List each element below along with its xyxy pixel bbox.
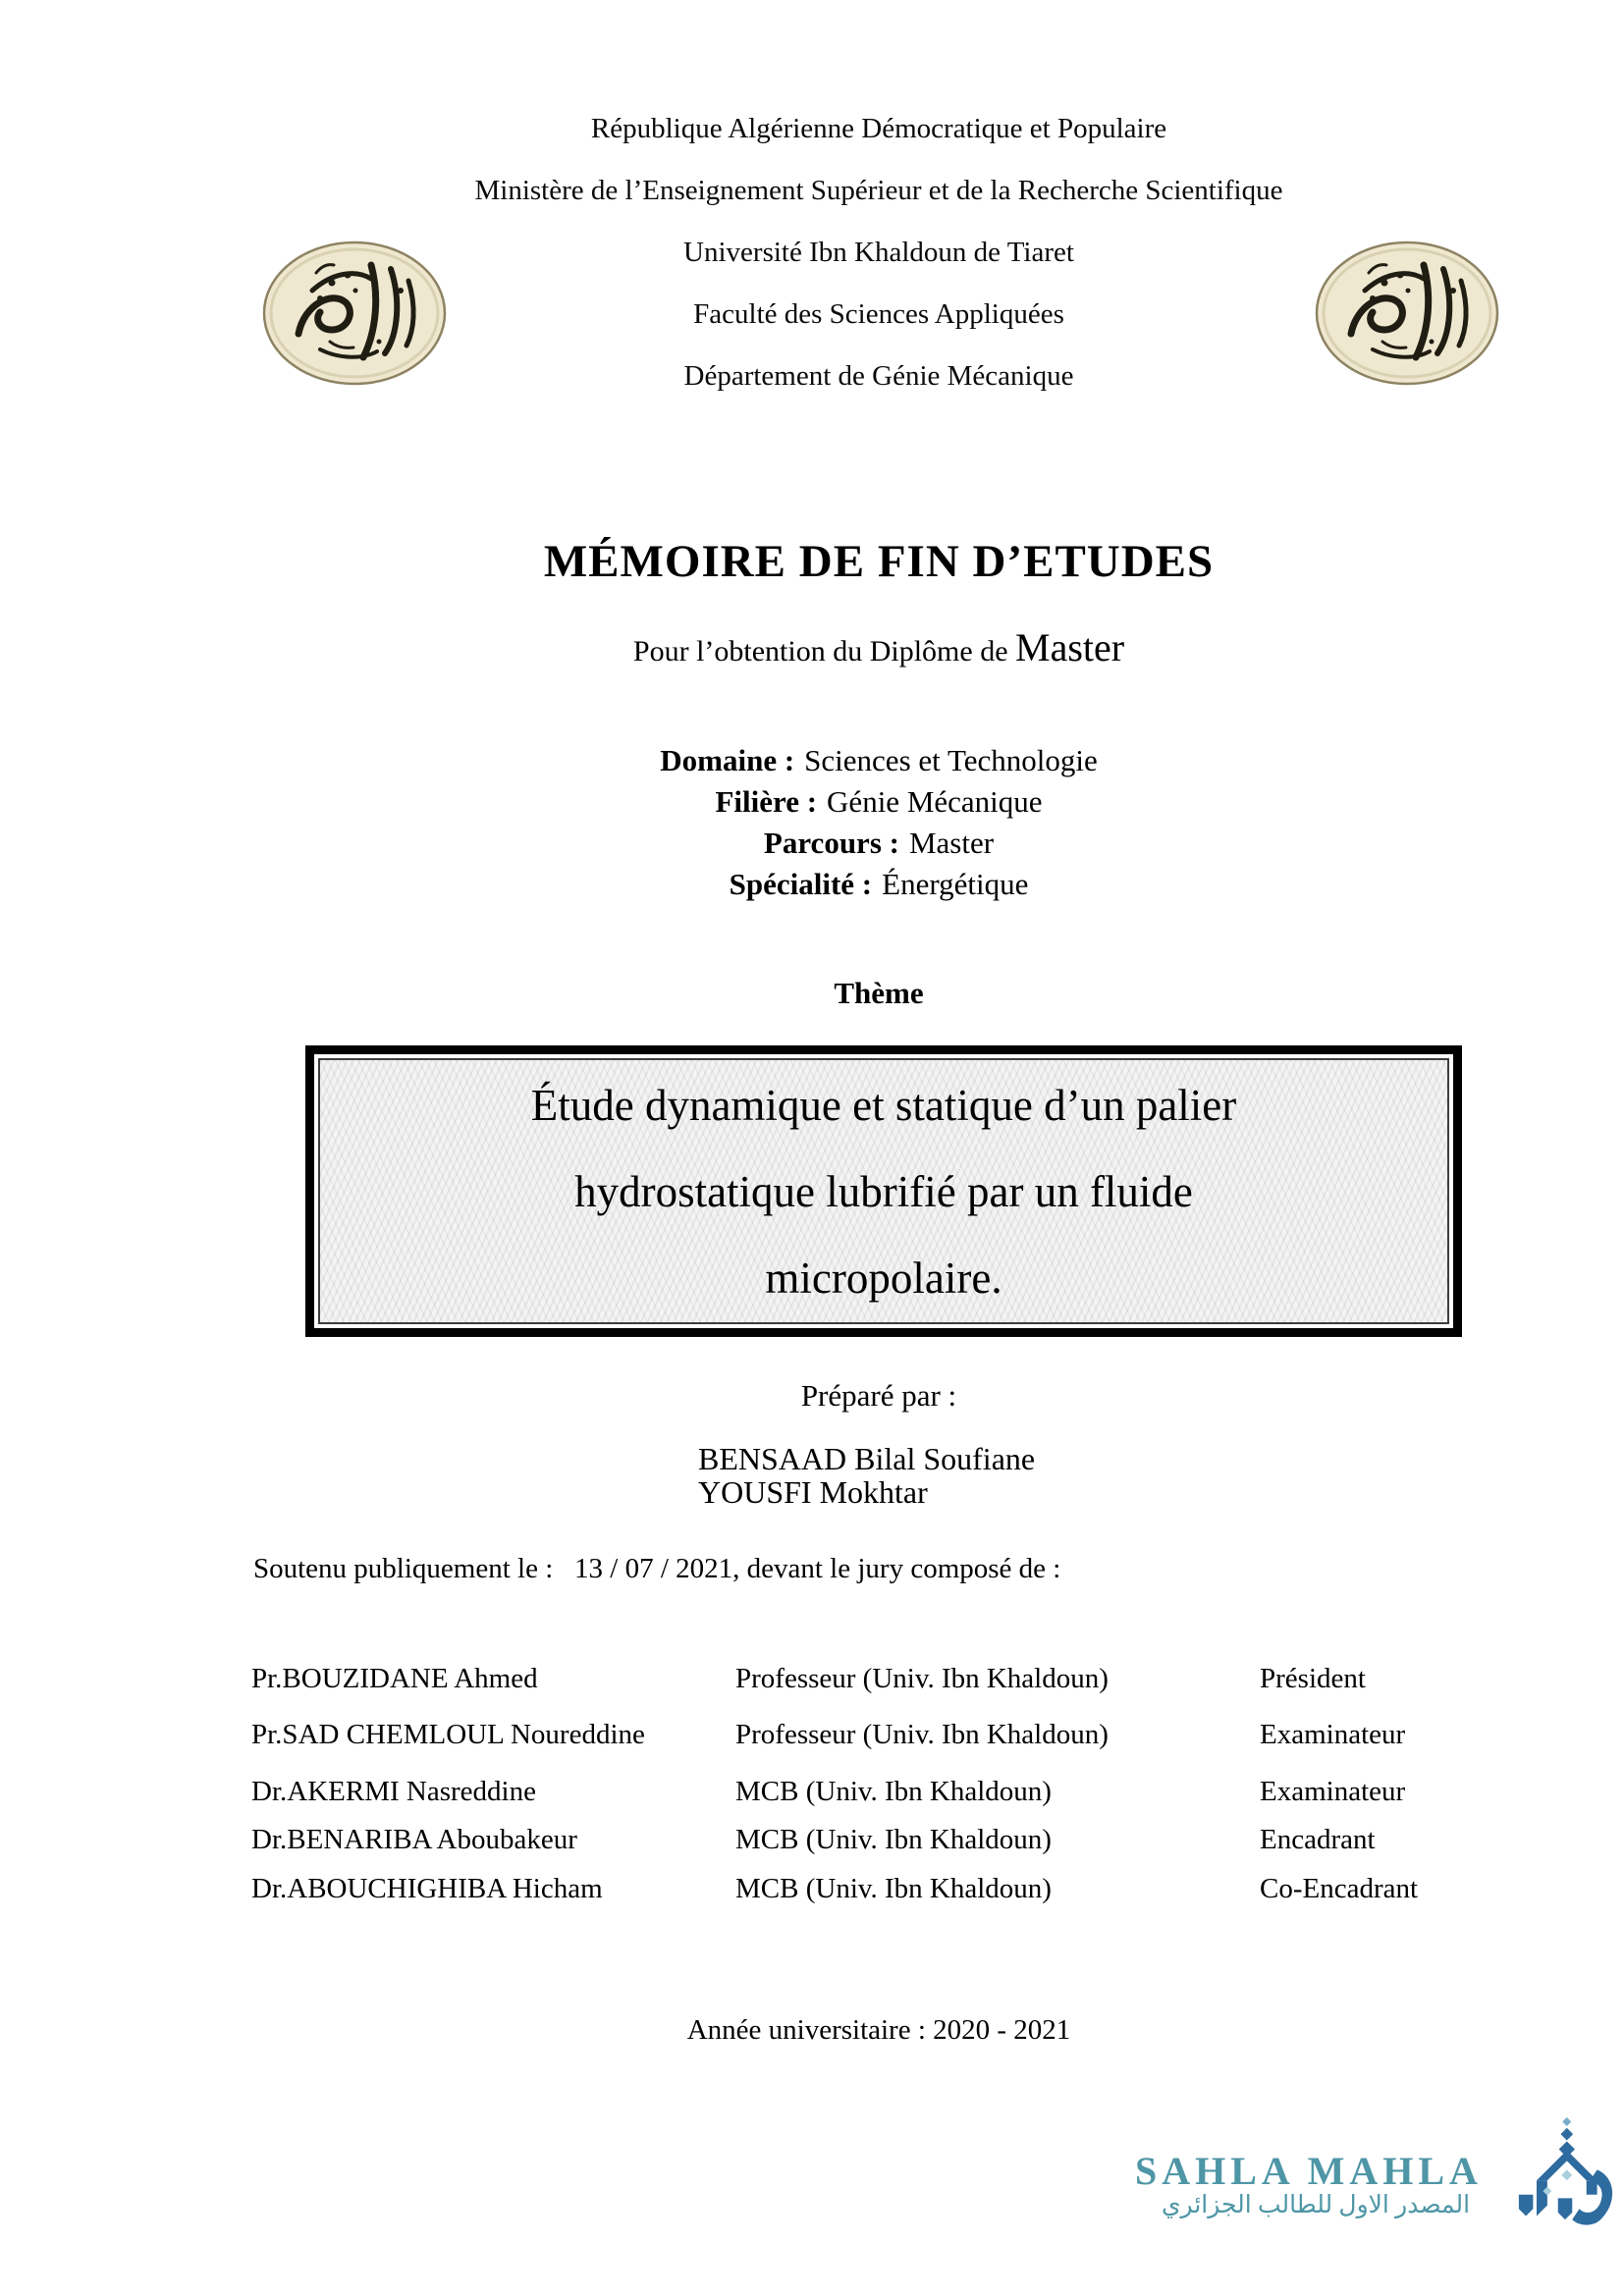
program-label: Domaine : bbox=[660, 743, 795, 777]
program-value: Énergétique bbox=[882, 867, 1029, 901]
faculty-line: Faculté des Sciences Appliquées bbox=[693, 298, 1064, 330]
jury-member-affiliation: MCB (Univ. Ibn Khaldoun) bbox=[735, 1776, 1052, 1807]
defense-info: Soutenu publiquement le : 13 / 07 / 2021, devant le jury composé de : bbox=[253, 1553, 1061, 1584]
program-label: Spécialité : bbox=[729, 867, 873, 901]
jury-member-name: Pr.SAD CHEMLOUL Noureddine bbox=[251, 1719, 645, 1750]
jury-member-name: Dr.AKERMI Nasreddine bbox=[251, 1776, 536, 1807]
sahla-mahla-logo-icon bbox=[1510, 2116, 1620, 2230]
academic-year: Année universitaire : 2020 - 2021 bbox=[686, 2014, 1071, 2046]
program-line-specialite bbox=[134, 864, 1624, 905]
author-name: BENSAAD Bilal Soufiane bbox=[698, 1441, 1036, 1476]
university-seal-left-icon bbox=[261, 240, 448, 387]
diploma-subtitle-text: Pour l’obtention du Diplôme de bbox=[632, 635, 1016, 667]
jury-row bbox=[251, 1873, 1587, 1905]
university-seal-right-icon bbox=[1314, 240, 1500, 387]
university-line: Université Ibn Khaldoun de Tiaret bbox=[683, 237, 1074, 268]
jury-row bbox=[251, 1824, 1587, 1856]
diploma-subtitle bbox=[134, 624, 1624, 670]
theme-title-line: micropolaire. bbox=[765, 1253, 1002, 1303]
theme-title-line: hydrostatique lubrifié par un fluide bbox=[574, 1166, 1193, 1216]
theme-title-line: Étude dynamique et statique d’un palier bbox=[530, 1080, 1237, 1130]
jury-member-affiliation: Professeur (Univ. Ibn Khaldoun) bbox=[735, 1719, 1109, 1750]
authors-list bbox=[698, 1442, 1035, 1509]
jury-member-role: Examinateur bbox=[1260, 1719, 1406, 1750]
jury-member-affiliation: MCB (Univ. Ibn Khaldoun) bbox=[735, 1873, 1052, 1904]
jury-member-name: Dr.BENARIBA Aboubakeur bbox=[251, 1824, 577, 1855]
jury-member-role: Examinateur bbox=[1260, 1776, 1406, 1807]
theme-box bbox=[305, 1045, 1462, 1337]
program-value: Sciences et Technologie bbox=[804, 743, 1098, 777]
program-line-parcours bbox=[134, 823, 1624, 864]
jury-row bbox=[251, 1719, 1587, 1751]
jury-member-name: Dr.ABOUCHIGHIBA Hicham bbox=[251, 1873, 603, 1904]
department-line: Département de Génie Mécanique bbox=[683, 360, 1074, 392]
theme-title bbox=[318, 1058, 1449, 1324]
republic-line: République Algérienne Démocratique et Populaire bbox=[590, 113, 1167, 144]
program-label: Filière : bbox=[715, 784, 818, 819]
jury-member-affiliation: Professeur (Univ. Ibn Khaldoun) bbox=[735, 1663, 1109, 1694]
prepared-by-label: Préparé par : bbox=[800, 1378, 957, 1413]
program-value: Génie Mécanique bbox=[827, 784, 1043, 819]
jury-member-name: Pr.BOUZIDANE Ahmed bbox=[251, 1663, 538, 1694]
brand-name: SAHLA MAHLA bbox=[1135, 2149, 1483, 2193]
jury-member-affiliation: MCB (Univ. Ibn Khaldoun) bbox=[735, 1824, 1052, 1855]
degree-name: Master bbox=[1015, 625, 1125, 669]
jury-row bbox=[251, 1663, 1587, 1695]
jury-row bbox=[251, 1776, 1587, 1808]
author-name: YOUSFI Mokhtar bbox=[698, 1474, 928, 1510]
program-label: Parcours : bbox=[763, 826, 899, 860]
program-value: Master bbox=[908, 826, 995, 860]
ministry-line: Ministère de l’Enseignement Supérieur et de la Recherche Scientifique bbox=[474, 175, 1283, 206]
jury-member-role: Co-Encadrant bbox=[1260, 1873, 1419, 1904]
jury-member-role: Encadrant bbox=[1260, 1824, 1376, 1855]
program-line-filiere bbox=[134, 781, 1624, 823]
theme-label: Thème bbox=[834, 976, 924, 1010]
jury-member-role: Président bbox=[1260, 1663, 1366, 1694]
memoire-title: MÉMOIRE DE FIN D’ETUDES bbox=[543, 536, 1215, 587]
brand-tagline: المصدر الاول للطالب الجزائري bbox=[1161, 2192, 1471, 2218]
program-line-domaine bbox=[134, 740, 1624, 781]
program-block bbox=[134, 740, 1624, 905]
